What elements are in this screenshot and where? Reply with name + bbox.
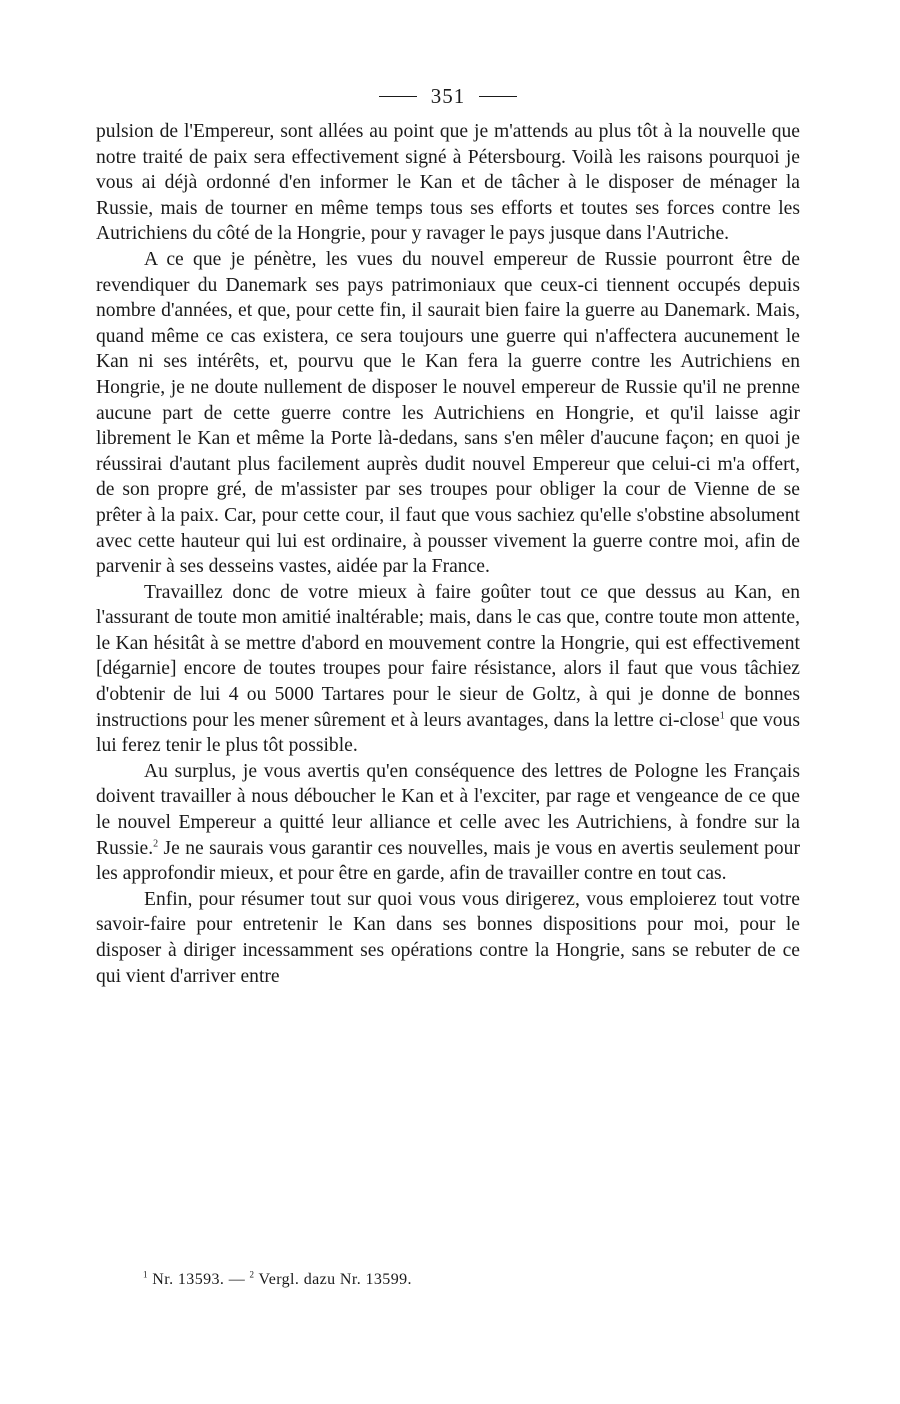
paragraph-text: Enfin, pour résumer tout sur quoi vous vous dirigerez, vous emploierez tout votre savoir-faire pour entretenir le Kan dans ses bonnes dispositions pour moi, pour le disposer à diriger incessamment ses opérations contre la Hongrie, sans se rebuter de ce qui vient d'arriver entre — [96, 888, 800, 987]
header-rule-right — [479, 96, 517, 97]
footnote-2-text: Vergl. dazu Nr. 13599. — [254, 1271, 412, 1288]
paragraph-text: Je ne saurais vous garantir ces nouvelles, mais je vous en avertis seulement pour les approfondir mieux, et pour être en garde, afin de travailler contre en tout cas. — [96, 837, 800, 885]
header-rule-left — [379, 96, 417, 97]
footnote-1-mark: 1 — [143, 1269, 148, 1280]
footnote-1-text: Nr. 13593. — — [147, 1271, 250, 1288]
page-number: 351 — [430, 84, 466, 108]
footnote-2-mark: 2 — [249, 1269, 255, 1280]
paragraph — [96, 247, 800, 580]
paragraph-text: Travaillez donc de votre mieux à faire goûter tout ce que dessus au Kan, en l'assurant de toute mon amitié inaltérable; mais, dans le cas que, contre toute mon attente, le Kan hésitât à se mettre d'abord en mouvement contre la Hongrie, qui est effectivement [dégarnie] encore de toutes troupes pour faire résistance, alors il faut que vous tâchiez d'obtenir de lui 4 ou 5000 Tartares pour le sieur de Goltz, à qui je donne de bonnes instructions pour les mener sûrement et à leurs avantages, dans la lettre ci-close — [96, 581, 800, 731]
main-text — [96, 119, 800, 989]
page-header — [96, 84, 800, 109]
paragraph-text: Au surplus, je vous avertis qu'en conséquence des lettres de Pologne les Français doivent travailler à nous déboucher le Kan et à l'exciter, par rage et vengeance de ce que le nouvel Empereur a quitté leur alliance et celle avec les Autrichiens, à fondre sur la Russie. — [96, 760, 800, 859]
footnote-reference: 1 — [719, 710, 725, 722]
paragraph — [96, 580, 800, 759]
paragraph — [96, 119, 800, 247]
footnote-reference: 2 — [153, 838, 159, 850]
paragraph — [96, 759, 800, 887]
paragraph-text: pulsion de l'Empereur, sont allées au point que je m'attends au plus tôt à la nouvelle que notre traité de paix sera effectivement signé à Pétersbourg. Voilà les raisons pourquoi je vous ai déjà ordonné d'en informer le Kan et de tâcher à le disposer de ménager la Russie, mais de tourner en même temps tous ses efforts et toutes ses forces contre les Autrichiens du côté de la Hongrie, pour y ravager le pays jusque dans l'Autriche. — [96, 121, 800, 245]
paragraph-text: A ce que je pénètre, les vues du nouvel empereur de Russie pourront être de revendiquer du Danemark ses pays patrimoniaux que ceux-ci tiennent occupés depuis nombre d'années, et que, pour cette fin, il saurait bien faire la guerre au Danemark. Mais, quand même ce cas existera, ce sera toujours une guerre qui n'affectera aucunement le Kan ni ses intérêts, et, pourvu que le Kan fera la guerre contre les Autrichiens en Hongrie, je ne doute nullement de disposer le nouvel empereur de Russie qu'il ne prenne aucune part de cette guerre contre les Autrichiens en Hongrie, et qu'il laisse agir librement le Kan et même la Porte là-dedans, sans s'en mêler d'aucune façon; en quoi je réussirai d'autant plus facilement auprès dudit nouvel Empereur que celui-ci m'a offert, de son propre gré, de m'assister par ses troupes pour obliger la cour de Vienne de se prêter à la paix. Car, pour cette cour, il faut que vous sachiez qu'elle s'obstine absolument avec cette hauteur qui lui est ordinaire, à pousser vivement la guerre contre moi, afin de parvenir à ses desseins vastes, aidée par la France. — [96, 248, 800, 578]
footnotes — [143, 1271, 412, 1289]
paragraph — [96, 887, 800, 989]
paragraph-text: que vous lui ferez tenir le plus tôt possible. — [96, 709, 800, 757]
page-body — [96, 84, 800, 989]
